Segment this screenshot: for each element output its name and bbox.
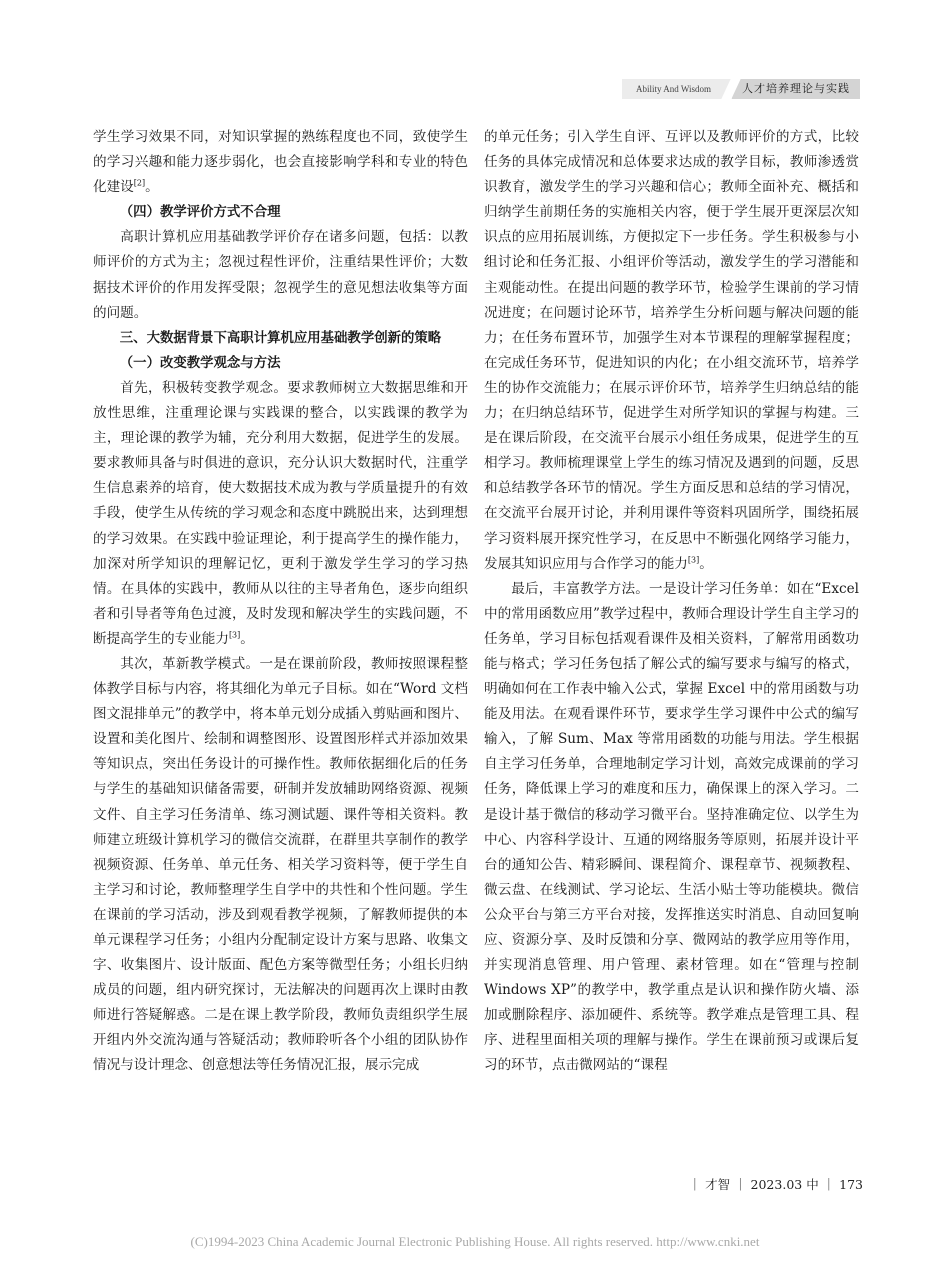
- paragraph-text: （一）改变教学观念与方法: [119, 355, 281, 371]
- journal-section-title: 人才培养理论与实践: [732, 79, 860, 99]
- citation-ref: [3]: [228, 630, 241, 640]
- left-text-column: [93, 125, 468, 1079]
- paragraph-text: 首先，积极转变教学观念。要求教师树立大数据思维和开放性思维，注重理论课与实践课的整合，以实践课的教学为主，理论课的教学为辅，充分利用大数据，促进学生的发展。要求教师具备与时俱进的意识，充分认识大数据时代，注重学生信息素养的培育，使大数据技术成为教与学质量提升的有效手段，使学生从传统的学习观念和态度中跳脱出来，达到理想的学习效果。在实践中验证理论，利于提高学生的操作能力，加深对所学知识的理解记忆，更利于激发学生学习的学习热情。在具体的实践中，教师从以往的主导者角色，逐步向组织者和引导者等角色过渡，及时发现和解决学生的实践问题，不断提高学生的专业能力: [93, 379, 468, 647]
- citation-ref: [2]: [133, 178, 146, 188]
- paragraph-text: （四）教学评价方式不合理: [119, 205, 281, 221]
- body-paragraph: [484, 125, 859, 577]
- paragraph-text: 其次，革新教学模式。一是在课前阶段，教师按照课程整体教学目标与内容，将其细化为单元子目标。如在“Word 文档图文混排单元”的教学中，将本单元划分成插入剪贴画和图片、设置和美化图片、绘制和调整图形、设置图形样式并添加效果等知识点，突出任务设计的可操作性。教师依据细化后的任务与学生的基础知识储备需要，研制并发放辅助网络资源、视频文件、自主学习任务清单、练习测试题、课件等相关资料。教师建立班级计算机学习的微信交流群，在群里共享制作的教学视频资源、任务单、单元任务、相关学习资料等，便于学生自主学习和讨论，教师整理学生自学中的共性和个性问题。学生在课前的学习活动，涉及到观看教学视频，了解教师提供的本单元课程学习任务；小组内分配制定设计方案与思路、收集文字、收集图片、设计版面、配色方案等微型任务；小组长归纳成员的问题，组内研究探讨，无法解决的问题再次上课时由教师进行答疑解惑。二是在课上教学阶段，教师负责组织学生展开组内外交流沟通与答疑活动；教师聆听各个小组的团队协作情况与设计理念、创意想法等任务情况汇报，展示完成: [93, 655, 468, 1074]
- copyright-notice: (C)1994-2023 China Academic Journal Electronic Publishing House. All rights reserved. http://www.cnki.net: [190, 1234, 760, 1249]
- body-paragraph: [93, 652, 468, 1079]
- page-footer: ｜ 才智 ｜ 2023.03 中 ｜ 173: [688, 1177, 863, 1192]
- running-header: [622, 79, 860, 99]
- paragraph-text: 三、大数据背景下高职计算机应用基础教学创新的策略: [119, 330, 442, 346]
- paragraph-text: 最后，丰富教学方法。一是设计学习任务单：如在“Excel 中的常用函数应用”教学过程中，教师合理设计学生自主学习的任务单，学习目标包括观看课件及相关资料，了解常用函数功能与格式；学习任务包括了解公式的编写要求与编写的格式，明确如何在工作表中输入公式，掌握 Excel 中的常用函数与功能及用法。在观看课件环节，要求学生学习课件中公式的编写输入，了解 Sum、Max 等常用函数的功能与用法。学生根据自主学习任务单，合理地制定学习计划，高效完成课前的学习任务，降低课上学习的难度和压力，确保课上的深入学习。二是设计基于微信的移动学习微平台。坚持准确定位、以学生为中心、内容科学设计、互通的网络服务等原则，拓展并设计平台的通知公告、精彩瞬间、课程简介、课程章节、视频教程、微云盘、在线测试、学习论坛、生活小贴士等功能模块。微信公众平台与第三方平台对接，发挥推送实时消息、自动回复响应、资源分享、及时反馈和分享、微网站的教学应用等作用，并实现消息管理、用户管理、素材管理。如在“管理与控制 Windows XP”的教学中，教学重点是认识和操作防火墙、添加或删除程序、添加硬件、系统等。教学难点是管理工具、程序、进程里面相关项的理解与操作。学生在课前预习或课后复习的环节，点击微网站的“课程: [484, 580, 859, 1074]
- section-heading: [93, 326, 468, 351]
- body-paragraph: [93, 125, 468, 200]
- citation-ref: [3]: [687, 555, 700, 565]
- body-paragraph: [93, 225, 468, 325]
- paragraph-tail: 。: [240, 630, 254, 647]
- journal-english-name: Ability And Wisdom: [622, 79, 732, 99]
- body-paragraph: [484, 577, 859, 1079]
- paragraph-text: 学生学习效果不同，对知识掌握的熟练程度也不同，致使学生的学习兴趣和能力逐步弱化，也会直接影响学科和专业的特色化建设: [93, 129, 468, 196]
- paragraph-text: 的单元任务；引入学生自评、互评以及教师评价的方式，比较任务的具体完成情况和总体要求达成的教学目标，教师渗透赏识教育，激发学生的学习兴趣和信心；教师全面补充、概括和归纳学生前期任务的实施相关内容，便于学生展开更深层次知识点的应用拓展训练，方便拟定下一步任务。学生积极参与小组讨论和任务汇报、小组评价等活动，激发学生的学习潜能和主观能动性。在提出问题的教学环节，检验学生课前的学习情况进度；在问题讨论环节，培养学生分析问题与解决问题的能力；在任务布置环节，加强学生对本节课程的理解掌握程度；在完成任务环节，促进知识的内化；在小组交流环节，培养学生的协作交流能力；在展示评价环节，培养学生归纳总结的能力；在归纳总结环节，促进学生对所学知识的掌握与构建。三是在课后阶段，在交流平台展示小组任务成果，促进学生的互相学习。教师梳理课堂上学生的练习情况及遇到的问题，反思和总结教学各环节的情况。学生方面反思和总结的学习情况，在交流平台展开讨论，并利用课件等资料巩固所学，围绕拓展学习资料展开探究性学习，在反思中不断强化网络学习能力，发展其知识应用与合作学习的能力: [484, 129, 859, 572]
- section-heading: [93, 200, 468, 225]
- paragraph-tail: 。: [145, 179, 159, 196]
- section-heading: [93, 351, 468, 376]
- right-text-column: [484, 125, 859, 1079]
- paragraph-tail: 。: [699, 555, 713, 572]
- paragraph-text: 高职计算机应用基础教学评价存在诸多问题，包括：以教师评价的方式为主；忽视过程性评价，注重结果性评价；大数据技术评价的作用发挥受限；忽视学生的意见想法收集等方面的问题。: [93, 229, 468, 321]
- body-paragraph: [93, 376, 468, 652]
